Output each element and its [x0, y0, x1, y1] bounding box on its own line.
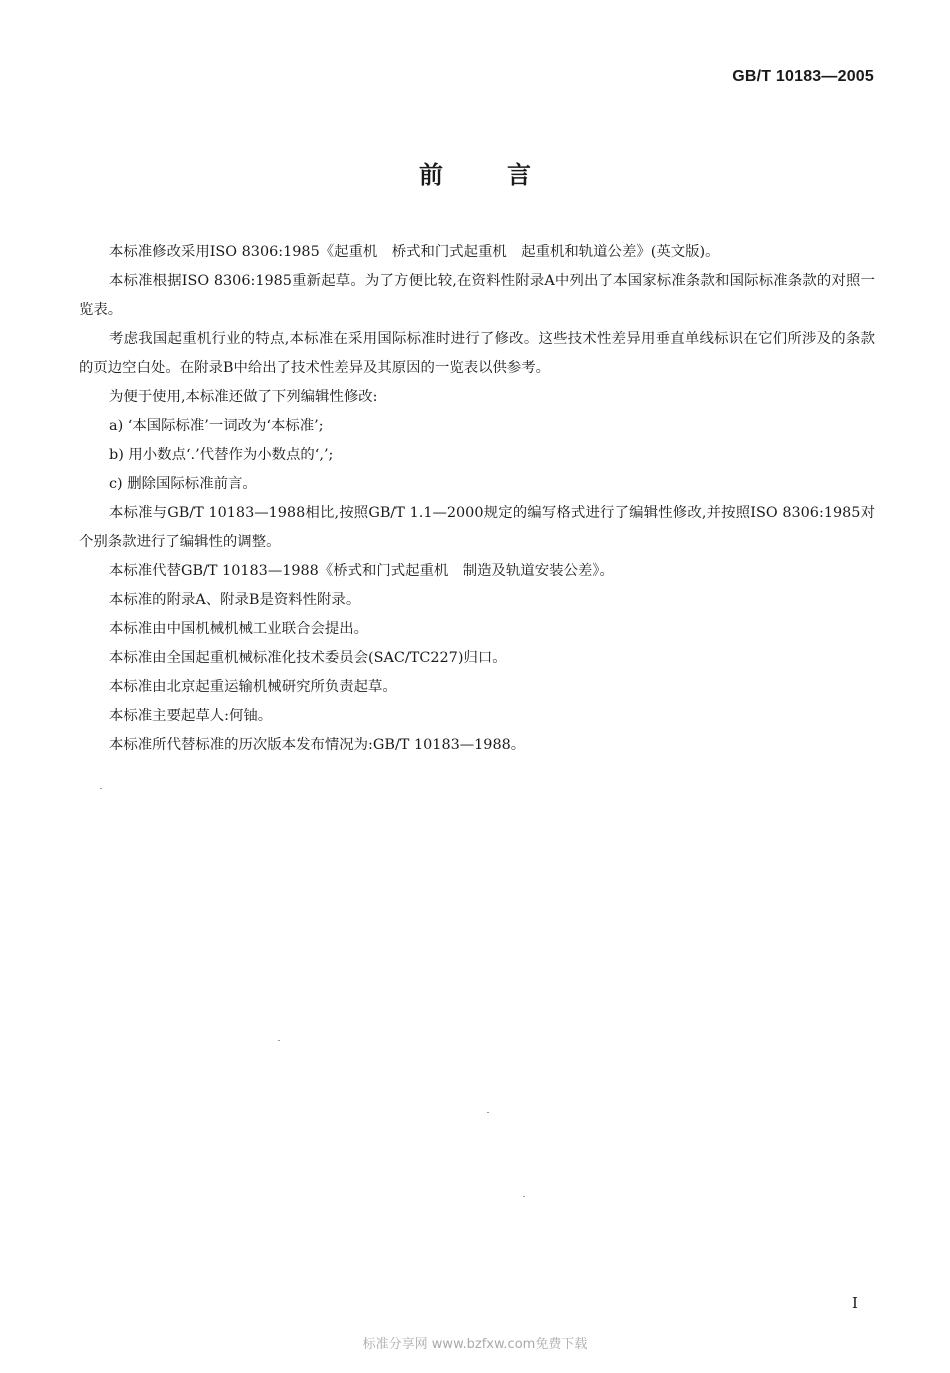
paragraph-comparison: 本标准与GB/T 10183—1988相比,按照GB/T 1.1—2000规定的编写格式进行了编辑性修改,并按照ISO 8306:1985对个别条款进行了编辑性的调整。 — [79, 505, 875, 550]
watermark: 标准分享网 www.bzfxw.com免费下载 — [362, 1337, 588, 1352]
standard-code: GB/T 10183—2005 — [732, 68, 874, 85]
paragraph-modifications: 考虑我国起重机行业的特点,本标准在采用国际标准时进行了修改。这些技术性差异用垂直单线标识在它们所涉及的条款的页边空白处。在附录B中给出了技术性差异及其原因的一览表以供参考。 — [79, 331, 875, 376]
page-title: 前言 — [419, 161, 595, 189]
paragraph-replaces: 本标准代替GB/T 10183—1988《桥式和门式起重机 制造及轨道安装公差》。 — [109, 563, 614, 579]
list-item-c: c) 删除国际标准前言。 — [109, 476, 257, 492]
paragraph-drafters: 本标准主要起草人:何铀。 — [109, 708, 273, 724]
list-item-b: b) 用小数点‘.’代替作为小数点的‘,’; — [109, 447, 334, 463]
scan-speck — [487, 1112, 489, 1113]
paragraph-redrafting: 本标准根据ISO 8306:1985重新起草。为了方便比较,在资料性附录A中列出了本国家标准条款和国际标准条款的对照一览表。 — [79, 273, 875, 318]
scan-speck — [100, 788, 102, 789]
paragraph-editorial-intro: 为便于使用,本标准还做了下列编辑性修改: — [109, 389, 378, 405]
scan-speck — [278, 1040, 280, 1041]
scan-speck — [523, 1196, 525, 1197]
list-item-a: a) ‘本国际标准’一词改为‘本标准’; — [109, 418, 324, 434]
paragraph-drafted-by: 本标准由北京起重运输机械研究所负责起草。 — [109, 679, 397, 695]
paragraph-annexes: 本标准的附录A、附录B是资料性附录。 — [109, 592, 361, 608]
paragraph-history: 本标准所代替标准的历次版本发布情况为:GB/T 10183—1988。 — [109, 737, 526, 753]
page-number: I — [852, 1294, 858, 1312]
foreword-body — [79, 238, 875, 760]
paragraph-adoption: 本标准修改采用ISO 8306:1985《起重机 桥式和门式起重机 起重机和轨道公差》(英文版)。 — [109, 244, 720, 260]
paragraph-proposed-by: 本标准由中国机械机械工业联合会提出。 — [109, 621, 369, 637]
paragraph-centralized-by: 本标准由全国起重机械标准化技术委员会(SAC/TC227)归口。 — [109, 650, 507, 666]
